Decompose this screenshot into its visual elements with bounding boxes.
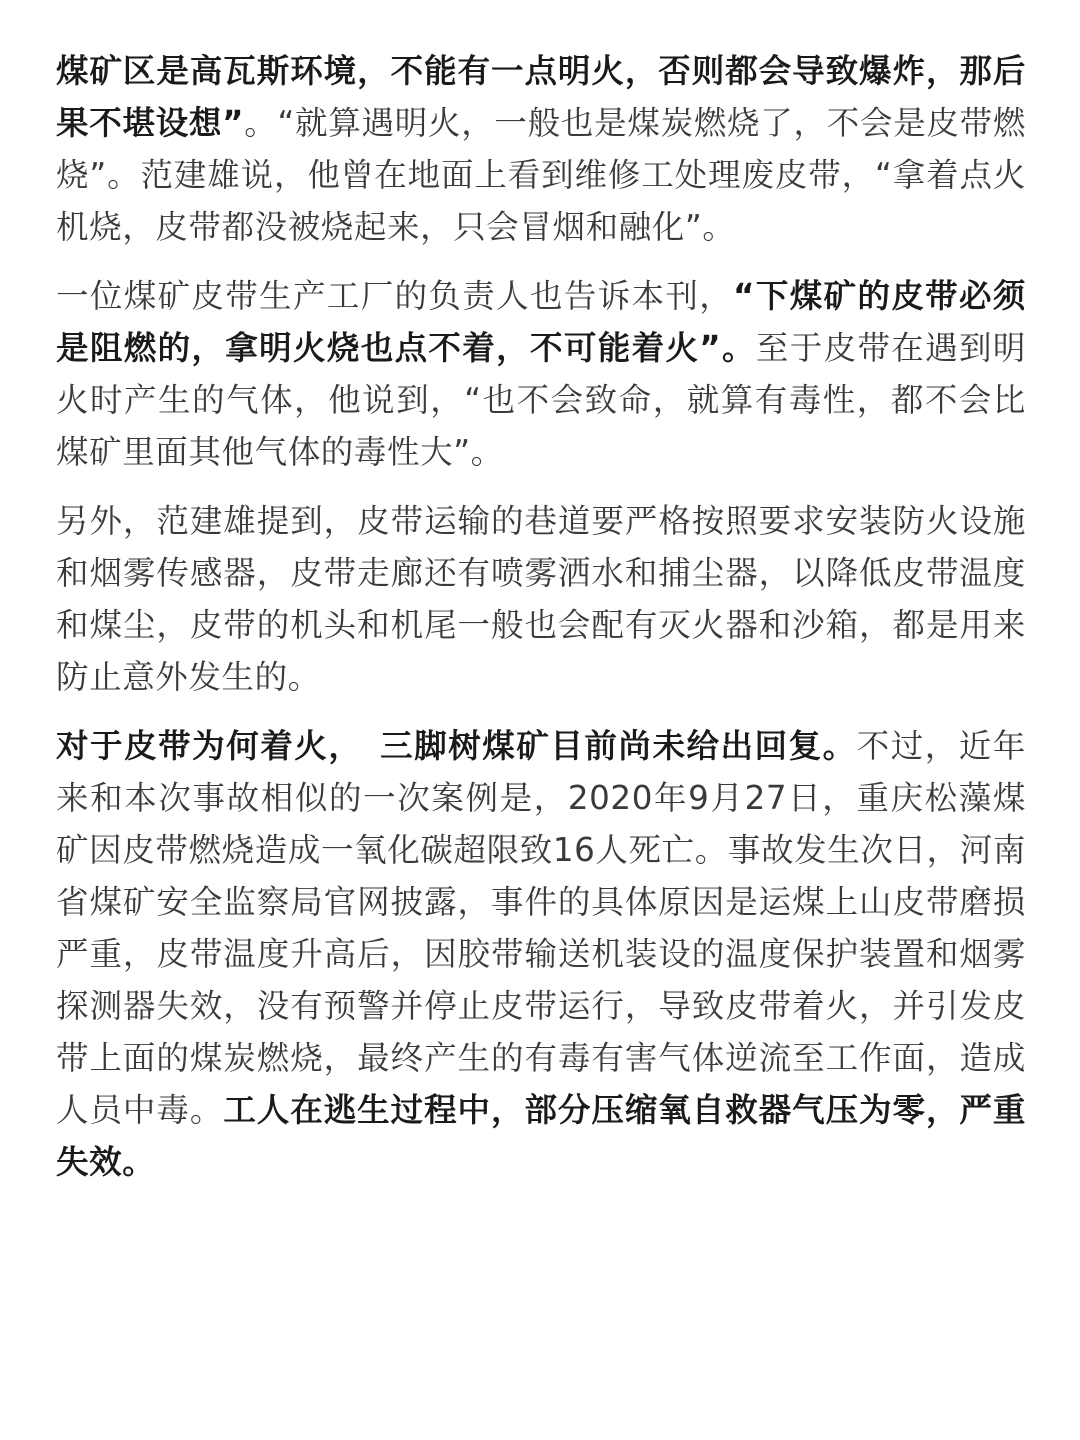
paragraph-4: [56, 720, 1026, 1188]
bold-quote: 煤矿区是高瓦斯环境，不能有一点明火，否则都会导致爆炸，那后果不堪设想”: [56, 52, 1026, 142]
paragraph-2: [56, 270, 1026, 478]
paragraph-text: 至于皮带在遇到明火时产生的气体，他说到，“也不会致命，就算有毒性，都不会比煤矿里面其他气体的毒性大”。: [56, 329, 1026, 471]
bold-lead: 对于皮带为何着火， 三脚树煤矿目前尚未给出回复。: [56, 727, 857, 765]
bold-quote: “下煤矿的皮带必须是阻燃的，拿明火烧也点不着，不可能着火”。: [56, 277, 1026, 367]
paragraph-text: 。“就算遇明火，一般也是煤炭燃烧了，不会是皮带燃烧”。范建雄说，他曾在地面上看到维修工处理废皮带，“拿着点火机烧，皮带都没被烧起来，只会冒烟和融化”。: [56, 104, 1026, 246]
paragraph-text: 一位煤矿皮带生产工厂的负责人也告诉本刊，: [56, 277, 734, 315]
paragraph-3: [56, 495, 1026, 703]
bold-conclusion: 工人在逃生过程中，部分压缩氧自救器气压为零，严重失效。: [56, 1091, 1026, 1181]
article-body: [56, 45, 1026, 1205]
paragraph-1: [56, 45, 1026, 253]
paragraph-text: 另外，范建雄提到，皮带运输的巷道要严格按照要求安装防火设施和烟雾传感器，皮带走廊还有喷雾洒水和捕尘器，以降低皮带温度和煤尘，皮带的机头和机尾一般也会配有灭火器和沙箱，都是用来防止意外发生的。: [56, 502, 1026, 696]
paragraph-text: 不过，近年来和本次事故相似的一次案例是，2020年9月27日，重庆松藻煤矿因皮带燃烧造成一氧化碳超限致16人死亡。事故发生次日，河南省煤矿安全监察局官网披露，事件的具体原因是运煤上山皮带磨损严重，皮带温度升高后，因胶带输送机装设的温度保护装置和烟雾探测器失效，没有预警并停止皮带运行，导致皮带着火，并引发皮带上面的煤炭燃烧，最终产生的有毒有害气体逆流至工作面，造成人员中毒。: [56, 727, 1026, 1129]
